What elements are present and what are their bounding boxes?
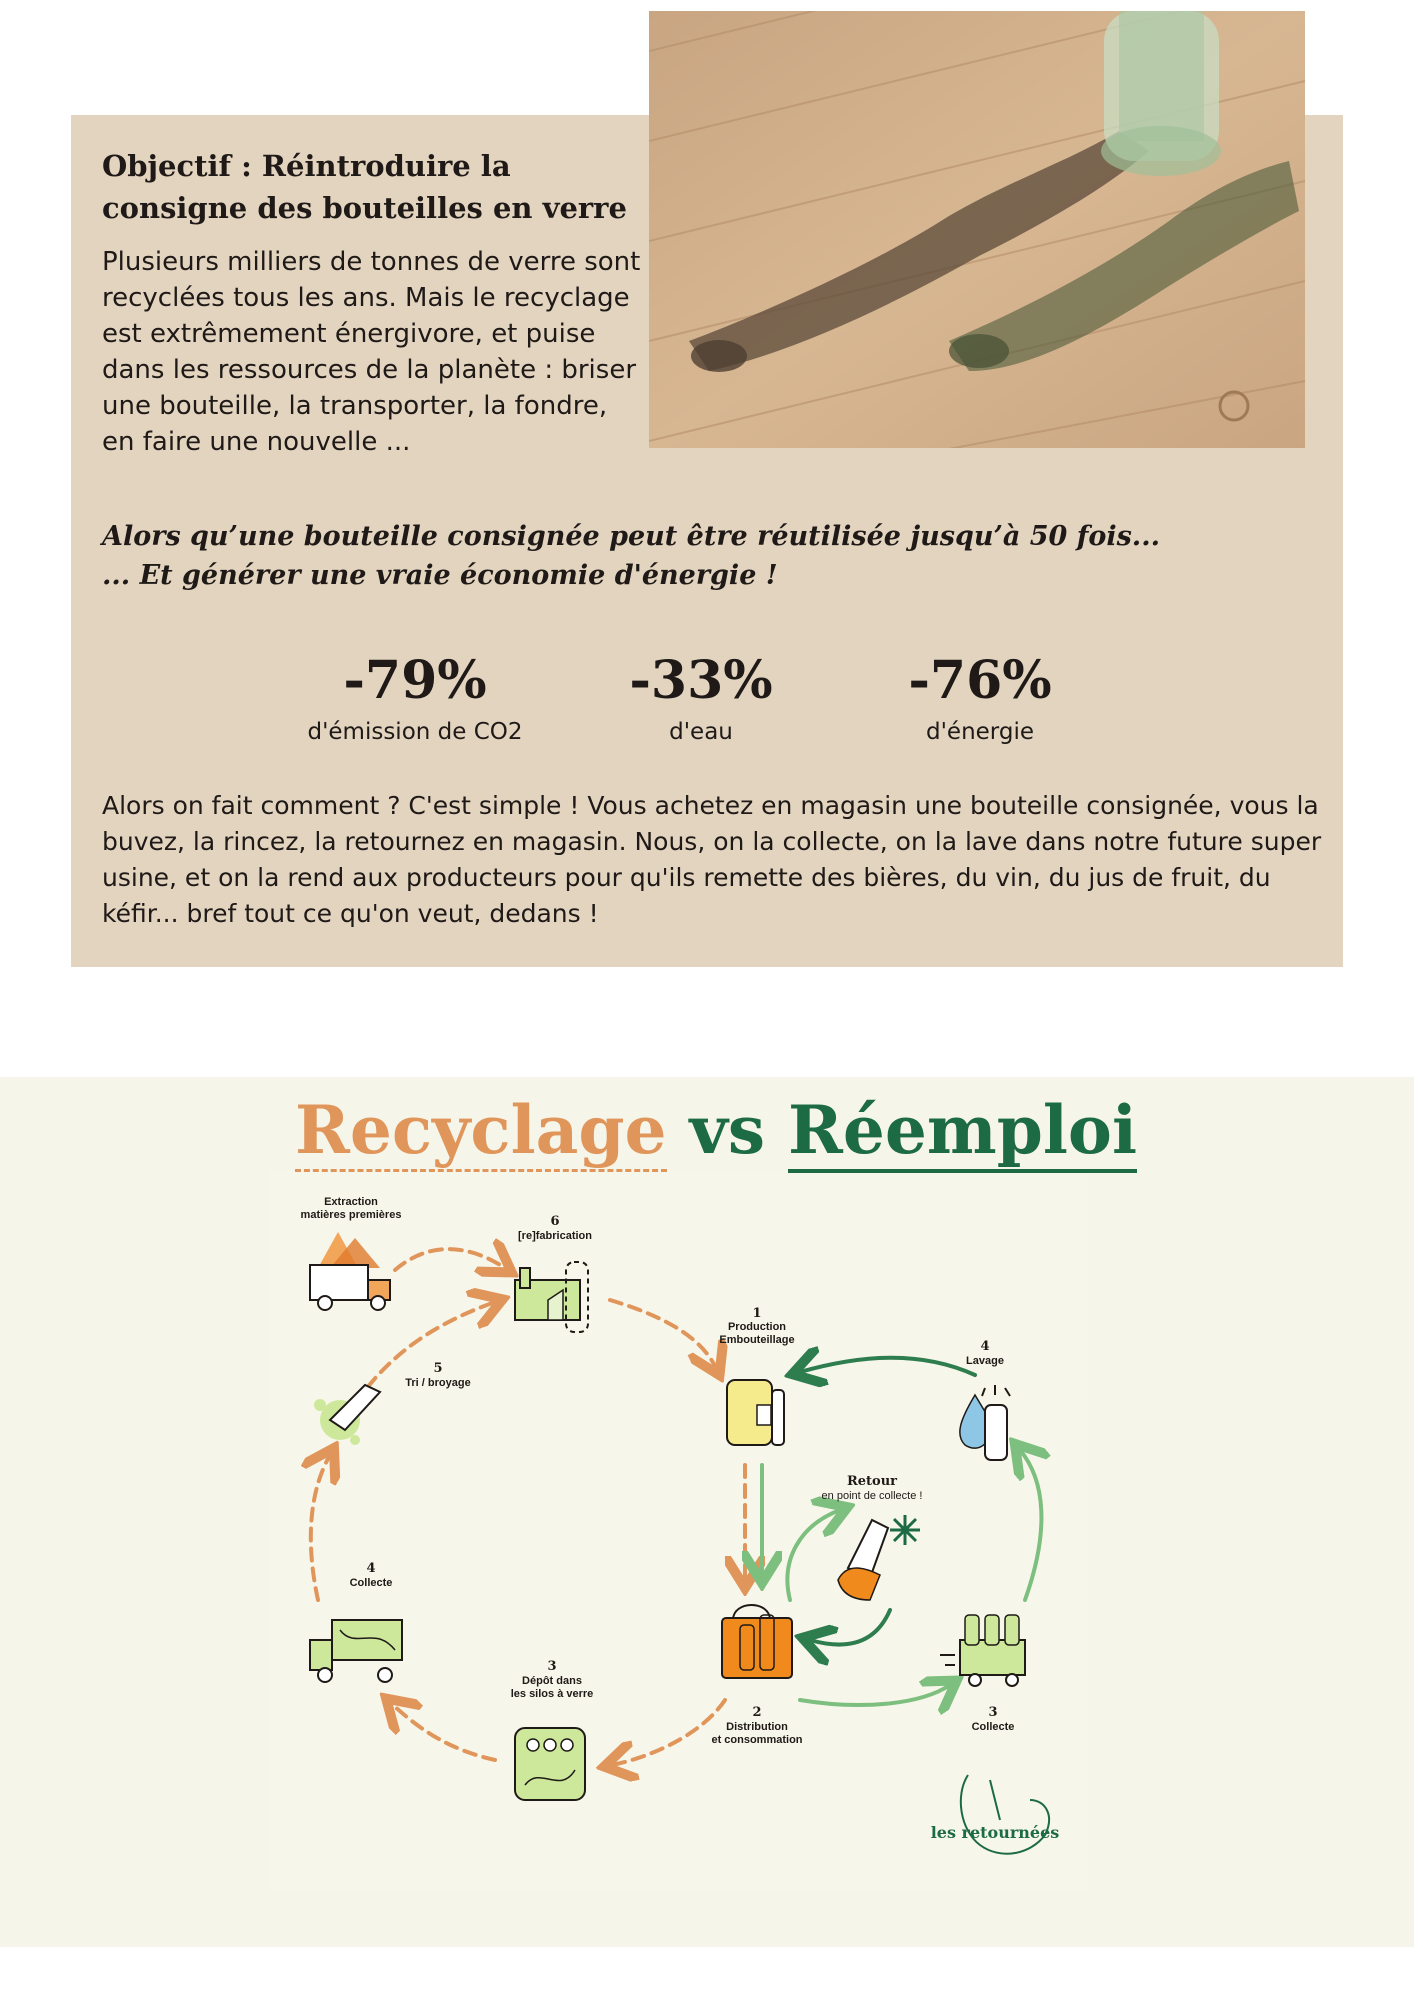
- stat-label: d'émission de CO2: [307, 719, 523, 745]
- label-distribution-2: et consommation: [711, 1734, 803, 1746]
- objective-title: Objectif : Réintroduire la consigne des bouteilles en verre: [102, 149, 627, 225]
- label-tri: Tri / broyage: [405, 1377, 471, 1389]
- intro-paragraph: Plusieurs milliers de tonnes de verre sont recyclées tous les ans. Mais le recyclage est extrêmement énergivore, et puise dans les ressources de la planète : briser une bouteille, la transporter, la fondre, en faire une nouvelle ...: [102, 247, 641, 457]
- label-retour: Retour: [846, 1474, 898, 1489]
- step-4-number-reuse: 4: [980, 1339, 990, 1354]
- les-retournees-logo: [931, 1775, 1060, 1854]
- label-depot-1: Dépôt dans: [522, 1675, 582, 1687]
- label-collecte-right: Collecte: [971, 1721, 1015, 1733]
- stat-value: -76%: [908, 650, 1052, 711]
- step-3-number-reuse: 3: [988, 1705, 998, 1720]
- label-depot-2: les silos à verre: [510, 1688, 594, 1700]
- return-hand-icon: [838, 1515, 920, 1600]
- label-extraction-2: matières premières: [300, 1209, 402, 1221]
- stat-value: -79%: [343, 650, 487, 711]
- glass-silo-icon: [515, 1728, 585, 1800]
- step-4-number-recycle: 4: [366, 1561, 376, 1576]
- truck-icon: [310, 1232, 390, 1310]
- bottle-production-icon: [727, 1380, 784, 1445]
- label-distribution-1: Distribution: [726, 1721, 788, 1733]
- label-extraction-1: Extraction: [324, 1196, 378, 1208]
- stat-value: -33%: [629, 650, 773, 711]
- headline-vs: vs: [689, 1091, 766, 1169]
- collection-truck-icon: [310, 1620, 402, 1682]
- reuse-truck-icon: [940, 1615, 1025, 1686]
- step-3-number-recycle: 3: [547, 1659, 557, 1674]
- stat-label: d'eau: [669, 719, 733, 745]
- crushing-icon: [314, 1385, 380, 1445]
- factory-icon: [515, 1262, 588, 1332]
- step-6-number: 6: [550, 1214, 560, 1229]
- step-2-number: 2: [752, 1705, 762, 1720]
- how-it-works-paragraph: Alors on fait comment ? C'est simple ! Vous achetez en magasin une bouteille consignée, vous la buvez, la rincez, la retournez en magasin. Nous, on la collecte, on la lave dans notre future super usine, et on la rend aux producteurs pour qu'ils remette des bières, du vin, du jus de fruit, du kéfir... bref tout ce qu'on veut, dedans !: [102, 791, 1322, 928]
- highlight-line-2: ... Et générer une vraie économie d'énergie !: [102, 560, 778, 591]
- headline-reemploi: Réemploi: [788, 1091, 1137, 1173]
- logo-text: les retournées: [930, 1823, 1060, 1842]
- washing-icon: [960, 1385, 1010, 1460]
- label-lavage: Lavage: [966, 1355, 1004, 1367]
- shopping-bag-icon: [722, 1605, 792, 1678]
- headline-recyclage: Recyclage: [295, 1091, 667, 1172]
- label-refabrication: [re]fabrication: [518, 1230, 592, 1242]
- label-retour-sub: en point de collecte !: [821, 1490, 923, 1502]
- stat-label: d'énergie: [926, 719, 1034, 745]
- highlight-line-1: Alors qu’une bouteille consignée peut être réutilisée jusqu’à 50 fois...: [102, 521, 1161, 552]
- label-collecte-left: Collecte: [349, 1577, 393, 1589]
- step-5-number: 5: [433, 1361, 443, 1376]
- step-1-number: 1: [752, 1306, 762, 1321]
- label-production-1: Production: [727, 1321, 787, 1333]
- label-production-2: Embouteillage: [719, 1334, 795, 1346]
